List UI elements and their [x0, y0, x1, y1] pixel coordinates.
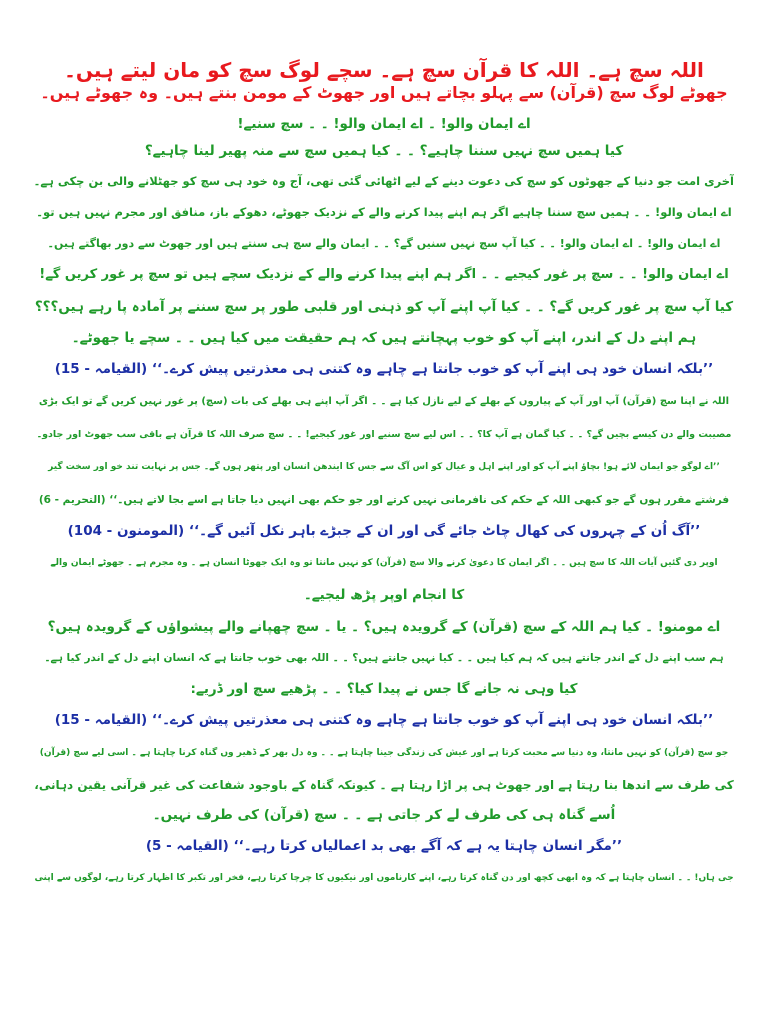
text-line: کیا آپ سچ پر غور کریں گے؟ ۔ ۔ کیا آپ اپنے آپ کو ذہنی اور قلبی طور پر سچ سننے پر آمادہ پا رہے ہیں؟؟؟ — [34, 299, 734, 315]
text-line: جی ہاں! ۔ ۔ انسان چاہتا ہے کہ وہ ابھی کچھ اور دن گناہ کرتا رہے، اپنے کارناموں اور نیکیوں کا چرچا کرتا رہے، فخر اور تکبر کا اظہار کرتا رہے، لوگوں سے اپنی — [34, 873, 734, 883]
text-line: کا انجام اوپر پڑھ لیجیے۔ — [303, 587, 465, 603]
text-line: اے ایمان والو! ۔ اے ایمان والو! ۔ ۔ کیا آپ سچ نہیں سنیں گے؟ ۔ ۔ ایمان والے سچ ہی سنتے ہیں اور جھوٹ سے دور بھاگتے ہیں۔ — [47, 237, 721, 250]
body-text — [34, 111, 734, 895]
text-line: ’’اے لوگو جو ایمان لائے ہو! بچاؤ اپنے آپ کو اور اپنے اہل و عیال کو اس آگ سے جس کا ایندھن انسان اور پتھر ہوں گے۔ جس پر نہایت تند خو اور سخت گیر — [48, 462, 720, 472]
text-line: کیا وہی نہ جانے گا جس نے پیدا کیا؟ ۔ ۔ پڑھیے سچ اور ڈریے: — [190, 681, 578, 697]
text-line: اللہ نے اپنا سچ (قرآن) آپ اور آپ کے پیاروں کے بھلے کے لیے نازل کیا ہے ۔ ۔ اگر آپ اپنے ہی بھلے کی بات (سچ) پر غور نہیں کریں گے تو ایک بڑی — [38, 396, 730, 407]
text-line: مصیبت والے دن کیسے بچیں گے؟ ۔ ۔ کیا گمان ہے آپ کا؟ ۔ ۔ اس لیے سچ سنیے اور غور کیجیے! ۔ ۔ سچ صرف اللہ کا قرآن ہے باقی سب جھوٹ اور جادو۔ — [36, 429, 732, 440]
text-line: اے ایمان والو! ۔ ۔ سچ پر غور کیجیے ۔ ۔ اگر ہم اپنے پیدا کرنے والے کے نزدیک سچے ہیں تو سچ پر غور کریں گے! — [39, 267, 729, 282]
text-line: آخری امت جو دنیا کے جھوٹوں کو سچ کی دعوت دینے کے لیے اٹھائی گئی تھی، آج وہ خود ہی سچ کو جھٹلانے والی بن چکی ہے۔ — [34, 174, 734, 188]
quran-quote-line: ’’بلکہ انسان خود ہی اپنے آپ کو خوب جانتا ہے چاہے وہ کتنی ہی معذرتیں پیش کرے۔‘‘ (القیامہ - 15) — [54, 361, 714, 377]
text-line: جو سچ (قرآن) کو نہیں مانتا، وہ دنیا سے محبت کرتا ہے اور عیش کی زندگی جینا چاہتا ہے ۔ ۔ وہ دل بھر کے ڈھیر وں گناہ کرنا چاہتا ہے ۔ اسی لیے سچ (قرآن) — [39, 748, 729, 758]
text-line: ہم اپنے دل کے اندر، اپنے آپ کو خوب پہچانتے ہیں کہ ہم حقیقت میں کیا ہیں ۔ ۔ سچے یا جھوٹے۔ — [71, 330, 697, 346]
text-line: اے ایمان والو! ۔ ۔ ہمیں سچ سننا چاہیے اگر ہم اپنے پیدا کرنے والے کے نزدیک جھوٹے، دھوکے باز، منافق اور مجرم نہیں ہیں تو۔ — [36, 205, 732, 219]
heading-line-2: جھوٹے لوگ سچ (قرآن) سے پہلو بچاتے ہیں اور جھوٹ کے مومن بنتے ہیں۔ وہ جھوٹے ہیں۔ — [40, 83, 728, 102]
heading-line-1: اللہ سچ ہے۔ اللہ کا قرآن سچ ہے۔ سچے لوگ سچ کو مان لیتے ہیں۔ — [64, 58, 704, 82]
quran-quote-line: ’’آگ اُن کے چہروں کی کھال چاٹ جائے گی اور ان کے جبڑے باہر نکل آئیں گے۔‘‘ (المومنون - 104) — [67, 523, 701, 539]
text-line: اے مومنو! ۔ کیا ہم اللہ کے سچ (قرآن) کے گرویدہ ہیں؟ ۔ یا ۔ سچ چھپانے والے پیشواؤں کے گرویدہ ہیں؟ — [47, 619, 721, 635]
text-line: ہم سب اپنے دل کے اندر جانتے ہیں کہ ہم کیا ہیں ۔ ۔ کیا نہیں جانتے ہیں؟ ۔ ۔ اللہ بھی خوب جانتا ہے کہ انسان اپنے دل کے اندر کیا ہے۔ — [44, 652, 724, 664]
quran-quote-line: ’’بلکہ انسان خود ہی اپنے آپ کو خوب جانتا ہے چاہے وہ کتنی ہی معذرتیں پیش کرے۔‘‘ (القیامہ - 15) — [54, 712, 714, 728]
text-line: اوپر دی گئیں آیات اللہ کا سچ ہیں ۔ ۔ اگر ایمان کا دعویٰ کرنے والا سچ (قرآن) کو نہیں مانتا تو وہ ایک جھوٹا انسان ہے ۔ وہ مجرم ہے ۔ جھوٹے ایمان والے — [50, 558, 718, 568]
quran-quote-line: ’’مگر انسان چاہتا یہ ہے کہ آگے بھی بد اعمالیاں کرتا رہے۔‘‘ (القیامہ - 5) — [145, 838, 623, 854]
text-line: اے ایمان والو! ۔ اے ایمان والو! ۔ ۔ سچ سنیے! — [237, 116, 531, 132]
text-line: کی طرف سے اندھا بنا رہتا ہے اور جھوٹ ہی پر اڑا رہتا ہے ۔ کیونکہ گناہ کے باوجود شفاعت کی غیر قرآنی یقین دہانی، — [34, 778, 734, 792]
text-line: کیا ہمیں سچ نہیں سننا چاہیے؟ ۔ ۔ کیا ہمیں سچ سے منہ پھیر لینا چاہیے؟ — [144, 143, 624, 159]
text-line: اُسے گناہ ہی کی طرف لے کر جاتی ہے ۔ ۔ سچ (قرآن) کی طرف نہیں۔ — [152, 807, 616, 823]
text-line: فرشتے مقرر ہوں گے جو کبھی اللہ کے حکم کی نافرمانی نہیں کرتے اور جو حکم بھی انہیں دیا جاتا ہے اسے بجا لاتے ہیں۔‘‘ (التحریم - 6) — [38, 494, 730, 506]
